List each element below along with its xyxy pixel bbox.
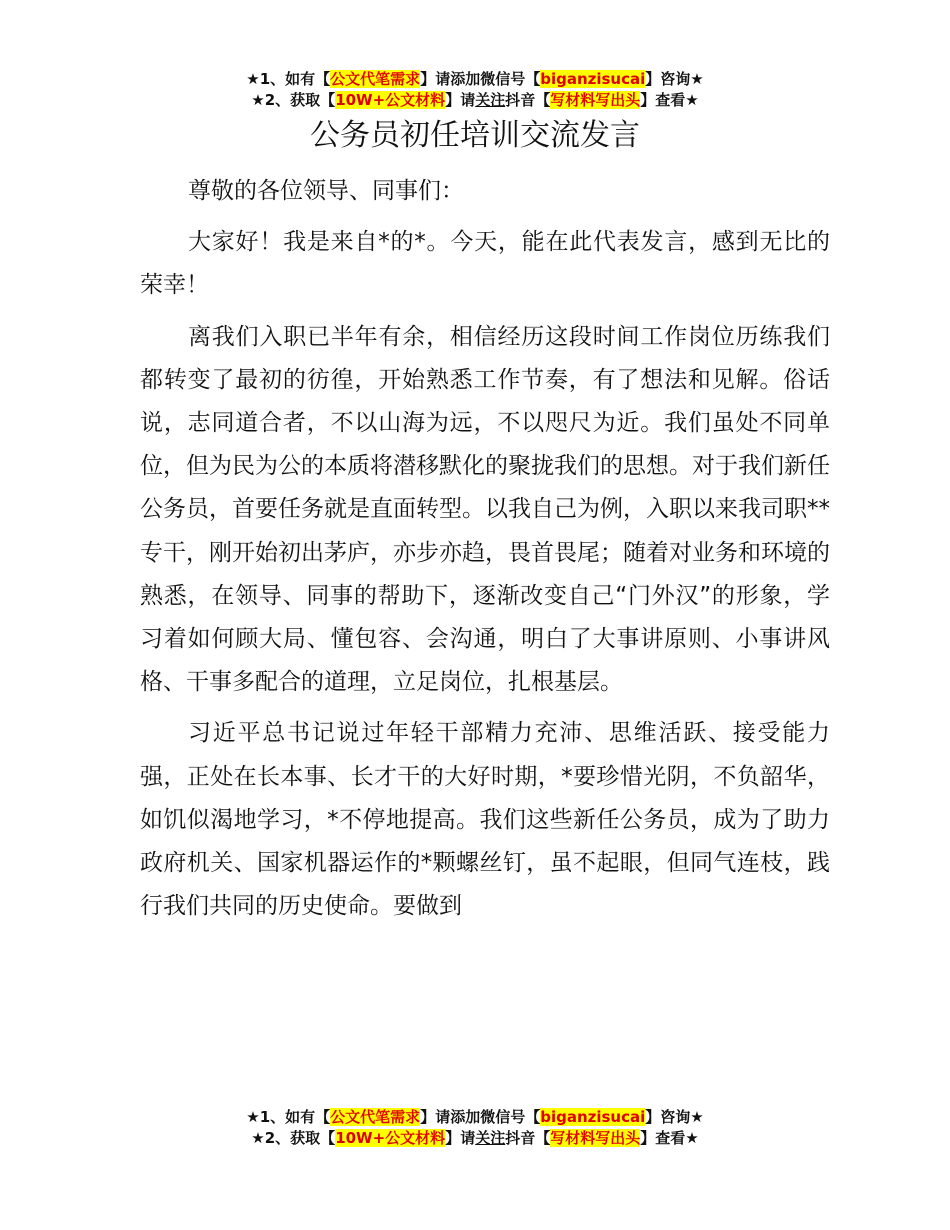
footer-highlight-douyin: 写材料写出头 (550, 1129, 641, 1147)
header-highlight-douyin: 写材料写出头 (550, 91, 641, 109)
header-notice (0, 69, 950, 111)
footer-notice-line-1: ★1、如有【公文代笔需求】请添加微信号【biganzisucai】咨询★ (246, 1108, 704, 1126)
paragraph-learning: 习近平总书记说过年轻干部精力充沛、思维活跃、接受能力强，正处在长本事、长才干的大好时期，*要珍惜光阴，不负韶华，如饥似渴地学习，*不停地提高。我们这些新任公务员，成为了助力政府机关、国家机器运作的*颗螺丝钉，虽不起眼，但同气连枝，践行我们共同的历史使命。要做到 (140, 720, 830, 920)
footer-underlined-follow: 关注 (475, 1129, 506, 1147)
header-notice-line-2: ★2、获取【10W+公文材料】请关注抖音【写材料写出头】查看★ (251, 91, 699, 109)
footer-notice (0, 1107, 950, 1149)
header-underlined-follow: 关注 (475, 91, 506, 109)
header-highlight-ghostwriting: 公文代笔需求 (330, 70, 421, 88)
paragraph-salutation: 尊敬的各位领导、同事们： (188, 178, 464, 204)
header-highlight-wechat-id: biganzisucai (540, 70, 646, 88)
footer-highlight-ghostwriting: 公文代笔需求 (330, 1108, 421, 1126)
document-title: 公务员初任培训交流发言 (310, 118, 640, 153)
paragraph-greeting: 大家好！我是来自*的*。今天，能在此代表发言，感到无比的荣幸！ (140, 229, 830, 299)
header-highlight-materials: 10W+公文材料 (335, 91, 446, 109)
paragraph-transition: 离我们入职已半年有余，相信经历这段时间工作岗位历练我们都转变了最初的彷徨，开始熟悉工作节奏，有了想法和见解。俗话说，志同道合者，不以山海为远，不以咫尺为近。我们虽处不同单位，但为民为公的本质将潜移默化的聚拢我们的思想。对于我们新任公务员，首要任务就是直面转型。以我自己为例，入职以来我司职**专干，刚开始初出茅庐，亦步亦趋，畏首畏尾；随着对业务和环境的熟悉，在领导、同事的帮助下，逐渐改变自己“门外汉”的形象，学习着如何顾大局、懂包容、会沟通，明白了大事讲原则、小事讲风格、干事多配合的道理，立足岗位，扎根基层。 (140, 323, 830, 696)
footer-notice-line-2: ★2、获取【10W+公文材料】请关注抖音【写材料写出头】查看★ (251, 1129, 699, 1147)
header-notice-line-1: ★1、如有【公文代笔需求】请添加微信号【biganzisucai】咨询★ (246, 70, 704, 88)
footer-highlight-materials: 10W+公文材料 (335, 1129, 446, 1147)
footer-highlight-wechat-id: biganzisucai (540, 1108, 646, 1126)
document-body (140, 170, 830, 928)
